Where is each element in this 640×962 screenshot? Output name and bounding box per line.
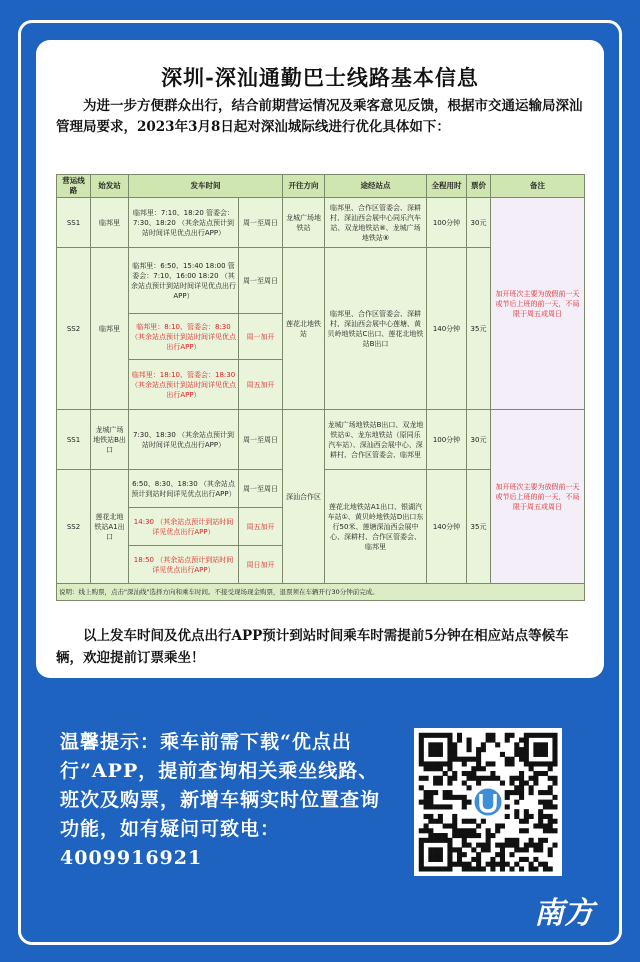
cell-time: 临邦里：6:50、15:40 18:00 管委会：7:10、16:00 18:20 （其余站点预计到站时间详见优点出行APP） [129,248,239,314]
cell-stops: 龙城广场地铁站B出口、双龙地铁站①、龙东地铁站（原同乐汽车站）、深汕西会展中心、深耕村、合作区管委会、临邦里 [325,410,427,470]
cell-direction: 莲花北地铁站 [283,248,325,410]
cell-stops: 临邦里、合作区管委会、深耕村、深汕西会展中心同乐汽车站、双龙地铁站⑧、龙城广场地铁站⑧ [325,198,427,248]
cell-fare: 35元 [467,470,491,584]
cell-days: 周日加开 [239,546,283,584]
col-header-stops: 途经站点 [325,175,427,198]
cell-stops: 临邦里、合作区管委会、深耕村、深汕西会展中心莲塘、黄贝岭地铁站C出口、莲花北地铁站B出口 [325,248,427,410]
col-header-origin: 始发站 [91,175,129,198]
nanfang-logo: 南方 [534,896,594,931]
cell-stops: 莲花北地铁站A1出口、银湖汽车站①、黄贝岭地铁站D出口东行50米、莲塘深汕西会展中心、深耕村、合作区管委会、临邦里 [325,470,427,584]
cell-time: 6:50、8:30、18:30 （其余站点预计到站时间详见优点出行APP） [129,470,239,508]
info-card [36,40,604,678]
cell-duration: 140分钟 [427,470,467,584]
cell-days: 周一至周日 [239,198,283,248]
schedule-table [56,174,585,601]
cell-line: SS1 [57,410,91,470]
cell-time: 临邦里：8:10、管委会：8:30 （其余站点预计到站时间详见优点出行APP） [129,314,239,360]
cell-remark: 加开班次主要为放假前一天或节后上班的前一天，不局限于周五或周日 [491,198,585,410]
cell-duration: 100分钟 [427,198,467,248]
cell-fare: 30元 [467,198,491,248]
col-header-time: 发车时间 [129,175,283,198]
cell-duration: 140分钟 [427,248,467,410]
col-header-fare: 票价 [467,175,491,198]
table-note-row [57,584,585,601]
outro-text: 以上发车时间及优点出行APP预计到站时间乘车时需提前5分钟在相应站点等候车辆，欢迎提前订票乘坐！ [56,628,569,666]
table-note: 说明：线上购票，点击"深汕线"选择方向和乘车时间。不接受现场现金购票，退票须在车辆开行30分钟前完成。 [57,584,585,601]
cell-days: 周一至周日 [239,470,283,508]
table-row [57,410,585,470]
cell-time: 临邦里：18:10、管委会：18:30 （其余站点预计到站时间详见优点出行APP） [129,360,239,410]
cell-fare: 30元 [467,410,491,470]
cell-time: 临邦里：7:10、18:20 管委会：7:30、18:20 （其余站点预计到站时间详见优点出行APP） [129,198,239,248]
qr-code-image [414,728,562,876]
cell-direction: 深汕合作区 [283,410,325,584]
qr-code[interactable] [414,728,562,876]
cell-line: SS2 [57,470,91,584]
cell-days: 周一至周日 [239,410,283,470]
cell-days: 周一至周日 [239,248,283,314]
cell-duration: 100分钟 [427,410,467,470]
cell-origin: 临邦里 [91,198,129,248]
cell-line: SS2 [57,248,91,410]
col-header-direction: 开往方向 [283,175,325,198]
cell-time: 7:30、18:30 （其余站点预计到站时间详见优点出行APP） [129,410,239,470]
cell-fare: 35元 [467,248,491,410]
cell-remark: 加开班次主要为放假前一天或节后上班的前一天，不局限于周五或周日 [491,410,585,584]
page-title: 深圳-深汕通勤巴士线路基本信息 [161,65,479,90]
table-header-row [57,175,585,198]
cell-origin: 龙城广场地铁站B出口 [91,410,129,470]
cell-time: 18:50 （其余站点预计到站时间详见优点出行APP） [129,546,239,584]
intro-text: 为进一步方便群众出行，结合前期营运情况及乘客意见反馈，根据市交通运输局深汕管理局要求，2023年3月8日起对深汕城际线进行优化具体如下： [56,98,583,135]
cell-origin: 莲花北地铁站A1出口 [91,470,129,584]
table-row [57,198,585,248]
cell-days: 周五加开 [239,508,283,546]
cell-direction: 龙城广场地铁站 [283,198,325,248]
col-header-remark: 备注 [491,175,585,198]
cell-days: 周一加开 [239,314,283,360]
cell-line: SS1 [57,198,91,248]
cell-origin: 临邦里 [91,248,129,410]
col-header-duration: 全程用时 [427,175,467,198]
cell-time: 14:30 （其余站点预计到站时间详见优点出行APP） [129,508,239,546]
cell-days: 周五加开 [239,360,283,410]
reminder-text: 温馨提示：乘车前需下载“优点出行”APP，提前查询相关乘坐线路、班次及购票，新增车辆实时位置查询功能，如有疑问可致电：4009916921 [60,731,381,869]
col-header-line: 营运线路 [57,175,91,198]
